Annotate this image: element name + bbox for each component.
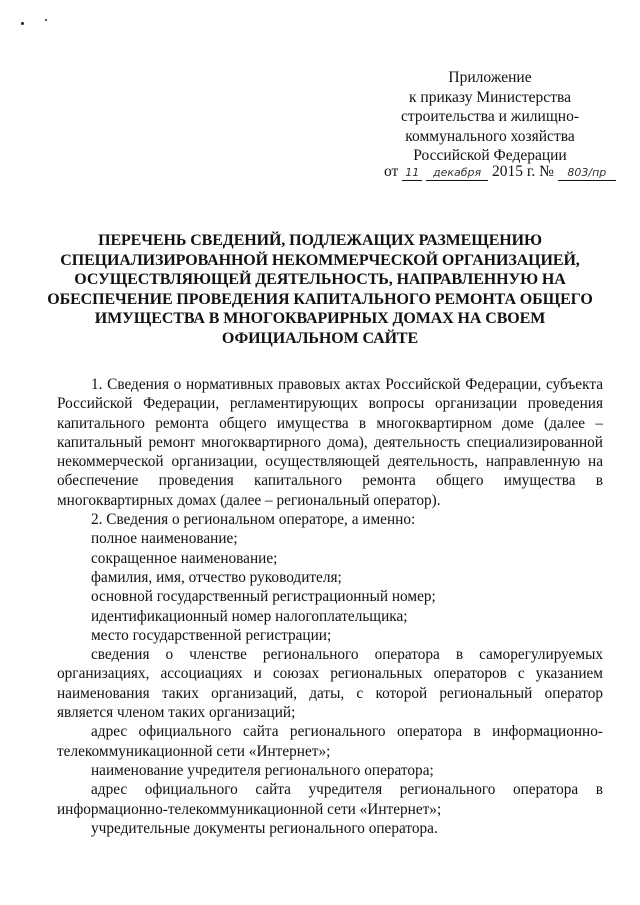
order-year: 2015 г. № — [491, 163, 554, 180]
order-prefix: от — [384, 163, 399, 180]
order-number: 803/пр — [558, 166, 616, 181]
document-body — [57, 375, 603, 838]
title-line: ПЕРЕЧЕНЬ СВЕДЕНИЙ, ПОДЛЕЖАЩИХ РАЗМЕЩЕНИЮ — [98, 232, 542, 249]
document-title — [40, 231, 600, 348]
attachment-line: Российской Федерации — [413, 147, 567, 165]
paragraph-site: адрес официального сайта регионального оператора в информационно-телекоммуникационной сети «Интернет»; — [57, 723, 603, 760]
order-reference — [384, 163, 614, 181]
order-month: декабря — [426, 166, 488, 181]
paragraph-2: 2. Сведения о региональном операторе, а именно: — [91, 511, 416, 529]
list-item: полное наименование; — [91, 530, 238, 548]
list-item: фамилия, имя, отчество руководителя; — [91, 568, 342, 586]
attachment-line: Приложение — [448, 69, 532, 86]
title-line: ОФИЦИАЛЬНОМ САЙТЕ — [221, 329, 419, 347]
scan-speck — [45, 19, 47, 21]
title-line: СПЕЦИАЛИЗИРОВАННОЙ НЕКОММЕРЧЕСКОЙ ОРГАНИЗАЦИЕЙ, — [60, 251, 580, 269]
list-item: сокращенное наименование; — [91, 549, 278, 567]
attachment-line: к приказу Министерства — [409, 88, 571, 106]
order-day: 11 — [402, 166, 422, 181]
title-line: ОБЕСПЕЧЕНИЕ ПРОВЕДЕНИЯ КАПИТАЛЬНОГО РЕМОНТА ОБЩЕГО — [47, 290, 593, 308]
scan-speck — [21, 22, 24, 25]
attachment-line: строительства и жилищно- — [401, 108, 579, 126]
paragraph-documents: учредительные документы регионального оператора. — [91, 819, 438, 837]
paragraph-founder-site: адрес официального сайта учредителя регионального оператора в информационно-телекоммуникационной сети «Интернет»; — [57, 781, 603, 818]
paragraph-membership: сведения о членстве регионального оператора в саморегулируемых организациях, ассоциациях и союзах региональных операторов с указанием наименования таких организаций, даты, с которой региональный оператор является членом таких организаций; — [57, 646, 603, 722]
paragraph-1: 1. Сведения о нормативных правовых актах Российской Федерации, субъекта Российской Федерации, регламентирующих вопросы организации проведения капитального ремонта общего имущества в многоквартирном доме (далее – капитальный ремонт многоквартирного дома), деятельность специализированной некоммерческой организации, осуществляющей деятельность, направленную на обеспечение проведения капитального ремонта общего имущества в многоквартирных домах (далее – региональный оператор). — [57, 376, 603, 509]
paragraph-founder: наименование учредителя регионального оператора; — [91, 761, 434, 779]
list-item: основной государственный регистрационный номер; — [91, 588, 436, 606]
list-item: место государственной регистрации; — [91, 626, 332, 644]
list-item: идентификационный номер налогоплательщика; — [91, 607, 408, 625]
title-line: ОСУЩЕСТВЛЯЮЩЕЙ ДЕЯТЕЛЬНОСТЬ, НАПРАВЛЕННУЮ НА — [74, 271, 566, 288]
title-line: ИМУЩЕСТВА В МНОГОКВАРИРНЫХ ДОМАХ НА СВОЕМ — [94, 310, 546, 327]
attachment-line: коммунального хозяйства — [405, 127, 575, 145]
attachment-header — [370, 68, 610, 166]
